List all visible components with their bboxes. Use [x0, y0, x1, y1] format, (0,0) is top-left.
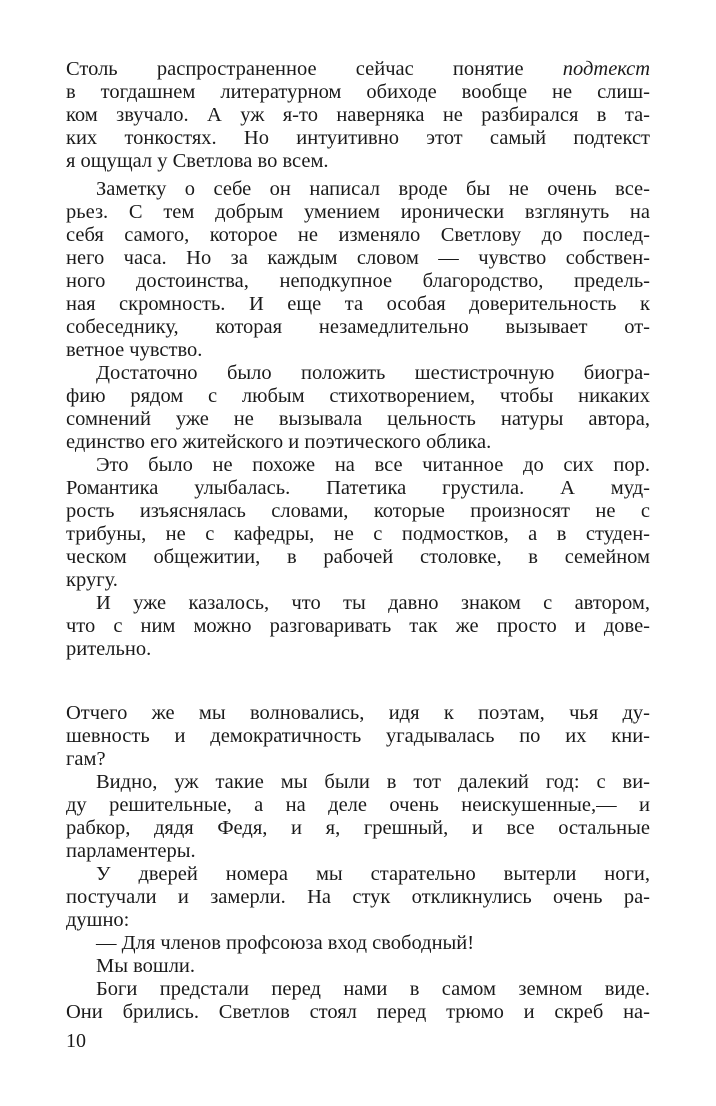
text-line: ких тонкостях. Но интуитивно этот самый подтекст: [66, 127, 650, 149]
text-line: ческом общежитии, в рабочей столовке, в семейном: [66, 546, 650, 568]
text-line: — Для членов профсоюза вход свободный!: [96, 932, 475, 954]
text-line: него часа. Но за каждым словом — чувство собствен-: [66, 247, 650, 269]
text-line: рабкор, дядя Федя, и я, грешный, и все остальные: [66, 817, 650, 839]
text-line: Это было не похоже на все читанное до сих пор.: [96, 454, 650, 476]
text-line: Мы вошли.: [96, 955, 196, 977]
text-line: Достаточно было положить шестистрочную биогра-: [96, 362, 650, 384]
text-line: ветное чувство.: [66, 339, 203, 361]
text-line: ная скромность. И еще та особая доверительность к: [66, 293, 650, 315]
text-line: Романтика улыбалась. Патетика грустила. А муд-: [66, 477, 650, 499]
text-line: ду решительные, а на деле очень неискушенные,— и: [66, 794, 650, 816]
text-line: кругу.: [66, 569, 118, 591]
text-line: Видно, уж такие мы были в тот далекий год: с ви-: [96, 771, 650, 793]
text-line: фию рядом с любым стихотворением, чтобы никаких: [66, 385, 650, 407]
text-line: постучали и замерли. На стук откликнулись очень ра-: [66, 886, 650, 908]
text-line: рительно.: [66, 638, 152, 660]
text-line: что с ним можно разговаривать так же просто и дове-: [66, 615, 650, 637]
text-line: У дверей номера мы старательно вытерли ноги,: [96, 863, 650, 885]
text-line: [66, 58, 650, 80]
text-line: шевность и демократичность угадывалась по их кни-: [66, 725, 650, 747]
text-line: Боги предстали перед нами в самом земном виде.: [96, 978, 650, 1000]
text-line: рость изъяснялась словами, которые произносят не с: [66, 500, 650, 522]
text-line: трибуны, не с кафедры, не с подмостков, а в студен-: [66, 523, 650, 545]
text-line: душно:: [66, 909, 130, 931]
page-number: 10: [66, 1030, 86, 1052]
text-line: ком звучало. А уж я-то наверняка не разбирался в та-: [66, 104, 650, 126]
text-line: И уже казалось, что ты давно знаком с автором,: [96, 592, 650, 614]
text-line: я ощущал у Светлова во всем.: [66, 150, 329, 172]
italic-term: подтекст: [562, 58, 651, 80]
text-line: Отчего же мы волновались, идя к поэтам, чья ду-: [66, 702, 650, 724]
text-line: ного достоинства, неподкупное благородство, предель-: [66, 270, 650, 292]
text-line: единство его житейского и поэтического облика.: [66, 431, 492, 453]
text-line: рьез. С тем добрым умением иронически взглянуть на: [66, 201, 650, 223]
text-line: себя самого, которое не изменяло Светлову до послед-: [66, 224, 650, 246]
text-line: Заметку о себе он написал вроде бы не очень все-: [96, 178, 650, 200]
text-line: Они брились. Светлов стоял перед трюмо и скреб на-: [66, 1001, 650, 1023]
text-line: парламентеры.: [66, 840, 196, 862]
text-line: гам?: [66, 748, 106, 770]
text-line: в тогдашнем литературном обиходе вообще не слиш-: [66, 81, 650, 103]
text-line: собеседнику, которая незамедлительно вызывает от-: [66, 316, 650, 338]
text-line: сомнений уже не вызывала цельность натуры автора,: [66, 408, 650, 430]
line-text: Столь распространенное сейчас понятие: [66, 58, 524, 80]
